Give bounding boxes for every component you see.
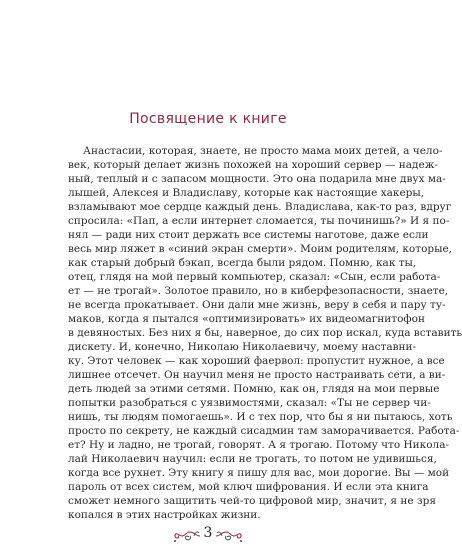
text-line: ет — не трогай». Золотое правило, но в киберфезопасности, знаете, — [68, 285, 449, 297]
page-footer — [0, 524, 416, 550]
text-line: дискету. И, конечно, Николаю Николаевичу, моему наставни- — [68, 341, 417, 353]
text-line: попытки разобраться с уязвимостями, сказал: «Ты не сервер чи- — [68, 397, 431, 409]
chapter-title: Посвящение к книге — [129, 111, 287, 127]
text-line: деть людей за этими сетями. Помню, как он, глядя на мои первые — [68, 383, 440, 395]
text-line: пароль от всех систем, мой ключ шифрования. И если эта книга — [68, 481, 429, 493]
text-line: Анастасии, которая, знаете, не просто мама моих детей, а чело- — [83, 145, 443, 157]
text-line: просто по секрету, не каждый сисадмин там заморачивается. Работа- — [68, 425, 460, 437]
text-line: сможет немного защитить чей-то цифровой мир, значит, я не зря — [68, 495, 436, 507]
text-line: ет? Ну и ладно, не трогай, говорят. А я трогаю. Потому что Никола- — [68, 439, 450, 451]
text-line: взламывают мое сердце каждый день. Владиславa, как-то раз, вдруг — [68, 201, 452, 213]
text-line: спросила: «Пап, а если интернет сломается, ты починишь?» И я по- — [68, 215, 450, 227]
text-line: отец, глядя на мой первый компьютер, сказал: «Сын, если работа- — [68, 271, 441, 283]
text-line: лышей, Алексея и Владиславу, которые как настоящие хакеры, — [68, 187, 425, 199]
text-line: нишь, ты людям помогаешь». И с тех пор, что бы я ни пытаюсь, хоть — [68, 411, 453, 423]
text-line: маков, когда я пытался «оптимизировать» их видеомагнитофон — [68, 313, 425, 325]
text-line: когда все рухнет. Эту книгу я пишу для вас, мои дорогие. Вы — мой — [68, 467, 450, 479]
text-line: как старый добрый бэкап, всегда были рядом. Помню, как ты, — [68, 257, 417, 269]
text-line: ный, теплый и с запасом мощности. Это она подарила мне двух ма- — [68, 173, 446, 185]
text-line: копался в этих настройках жизни. — [68, 509, 261, 521]
text-line: в девяностых. Без них я бы, наверное, до сих пор искал, куда вставить — [68, 327, 462, 339]
text-line: лай Николаевич научил: если не трогать, то потом не удивишься, — [68, 453, 437, 465]
text-line: весь мир ляжет в «синий экран смерти». Моим родителям, которые, — [68, 243, 453, 255]
text-line: лишнее отсечет. Он научил меня не просто настраивать сети, а ви- — [68, 369, 446, 381]
ornament-right-icon — [214, 526, 244, 546]
text-line: ку. Этот человек — как хороший фаервол: пропустит нужное, а все — [68, 355, 445, 367]
text-line: не всегда прокатывает. Они дали мне жизнь, веру в себя и пару ту- — [68, 299, 446, 311]
text-line: нял — ради них стоит держать все системы наготове, даже если — [68, 229, 429, 241]
page-number: 3 — [203, 525, 213, 541]
text-line: век, который делает жизнь похожей на хороший сервер — надеж- — [68, 159, 438, 171]
